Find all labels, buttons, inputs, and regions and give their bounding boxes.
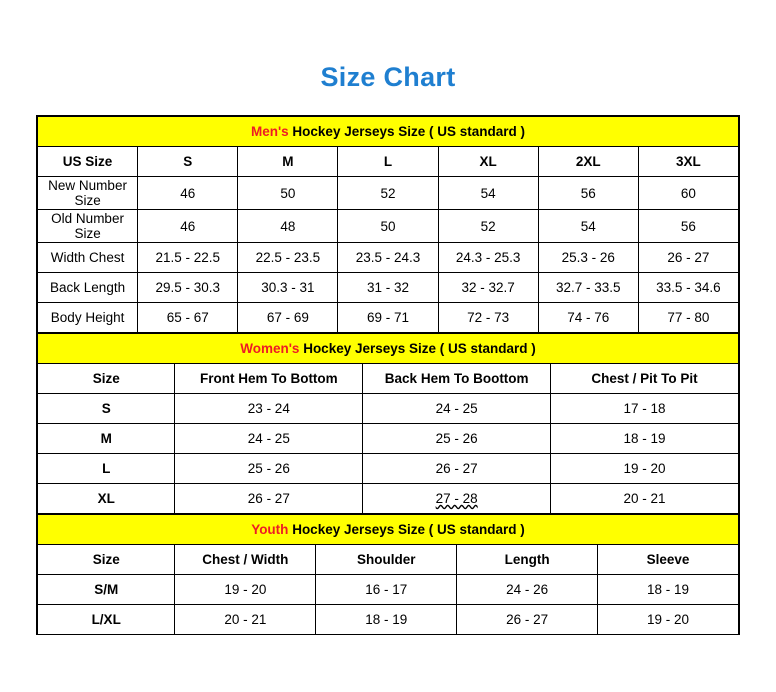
table-row [38,243,739,273]
table-section-header-row [38,334,739,364]
womens-row-0-cell-1: 24 - 25 [363,394,551,424]
mens-row-3-label: Back Length [38,273,138,303]
mens-row-4-cell-0: 65 - 67 [138,303,238,333]
mens-row-0-cell-0: 46 [138,177,238,210]
mens-row-0-cell-5: 60 [638,177,738,210]
mens-row-3-cell-4: 32.7 - 33.5 [538,273,638,303]
mens-row-4-cell-3: 72 - 73 [438,303,538,333]
youth-header-rest: Hockey Jerseys Size ( US standard ) [288,522,525,537]
womens-row-3-cell-1: 27 - 28 [363,484,551,514]
youth-row-0-cell-0: 19 - 20 [175,575,316,605]
youth-header-accent: Youth [251,522,289,537]
mens-row-2-label: Width Chest [38,243,138,273]
womens-row-1-cell-2: 18 - 19 [551,424,739,454]
table-row [38,273,739,303]
womens-row-1-label: M [38,424,175,454]
table-row [38,177,739,210]
youth-row-1-cell-0: 20 - 21 [175,605,316,635]
womens-row-3-label: XL [38,484,175,514]
youth-section-header [38,515,739,545]
youth-size-table [37,514,739,635]
mens-row-0-cell-1: 50 [238,177,338,210]
youth-row-0-cell-2: 24 - 26 [457,575,598,605]
womens-col-3: Chest / Pit To Pit [551,364,739,394]
mens-row-1-cell-4: 54 [538,210,638,243]
womens-size-table [37,333,739,514]
womens-row-2-cell-0: 25 - 26 [175,454,363,484]
mens-header-rest: Hockey Jerseys Size ( US standard ) [288,124,526,139]
mens-row-1-cell-1: 48 [238,210,338,243]
mens-row-2-cell-3: 24.3 - 25.3 [438,243,538,273]
table-section-header-row [38,117,739,147]
mens-col-4: XL [438,147,538,177]
mens-col-3: L [338,147,438,177]
womens-col-1: Front Hem To Bottom [175,364,363,394]
womens-row-0-cell-2: 17 - 18 [551,394,739,424]
table-row [38,605,739,635]
mens-row-1-cell-0: 46 [138,210,238,243]
mens-col-0: US Size [38,147,138,177]
youth-row-0-cell-1: 16 - 17 [316,575,457,605]
mens-row-4-cell-1: 67 - 69 [238,303,338,333]
youth-row-1-cell-1: 18 - 19 [316,605,457,635]
mens-row-0-label: New Number Size [38,177,138,210]
mens-col-1: S [138,147,238,177]
table-row [38,424,739,454]
womens-row-1-cell-1: 25 - 26 [363,424,551,454]
mens-section-header [38,117,739,147]
womens-col-2: Back Hem To Boottom [363,364,551,394]
mens-row-4-cell-2: 69 - 71 [338,303,438,333]
womens-row-3-cell-0: 26 - 27 [175,484,363,514]
womens-row-0-label: S [38,394,175,424]
mens-col-2: M [238,147,338,177]
mens-header-accent: Men's [250,124,289,139]
mens-row-0-cell-2: 52 [338,177,438,210]
youth-row-1-cell-3: 19 - 20 [598,605,739,635]
womens-header-rest: Hockey Jerseys Size ( US standard ) [299,341,536,356]
table-header-row [38,147,739,177]
mens-row-3-cell-0: 29.5 - 30.3 [138,273,238,303]
mens-row-1-cell-3: 52 [438,210,538,243]
mens-row-3-cell-1: 30.3 - 31 [238,273,338,303]
mens-row-3-cell-3: 32 - 32.7 [438,273,538,303]
youth-col-3: Length [457,545,598,575]
mens-row-2-cell-2: 23.5 - 24.3 [338,243,438,273]
table-section-header-row [38,515,739,545]
youth-row-0-label: S/M [38,575,175,605]
mens-row-1-label: Old Number Size [38,210,138,243]
size-chart-tables [36,115,740,635]
mens-row-3-cell-5: 33.5 - 34.6 [638,273,738,303]
womens-row-2-label: L [38,454,175,484]
youth-col-2: Shoulder [316,545,457,575]
mens-col-5: 2XL [538,147,638,177]
mens-size-table [37,116,739,333]
table-row [38,484,739,514]
table-header-row [38,545,739,575]
mens-row-4-label: Body Height [38,303,138,333]
mens-row-4-cell-4: 74 - 76 [538,303,638,333]
mens-row-0-cell-4: 56 [538,177,638,210]
table-row [38,575,739,605]
youth-col-1: Chest / Width [175,545,316,575]
mens-col-6: 3XL [638,147,738,177]
mens-row-0-cell-3: 54 [438,177,538,210]
table-row [38,454,739,484]
table-header-row [38,364,739,394]
womens-row-0-cell-0: 23 - 24 [175,394,363,424]
womens-row-1-cell-0: 24 - 25 [175,424,363,454]
mens-row-1-cell-2: 50 [338,210,438,243]
table-row [38,303,739,333]
womens-row-2-cell-2: 19 - 20 [551,454,739,484]
page-title: Size Chart [320,62,456,92]
youth-row-0-cell-3: 18 - 19 [598,575,739,605]
womens-col-0: Size [38,364,175,394]
mens-row-3-cell-2: 31 - 32 [338,273,438,303]
mens-row-4-cell-5: 77 - 80 [638,303,738,333]
mens-row-2-cell-5: 26 - 27 [638,243,738,273]
youth-row-1-cell-2: 26 - 27 [457,605,598,635]
youth-row-1-label: L/XL [38,605,175,635]
womens-section-header [38,334,739,364]
mens-row-2-cell-0: 21.5 - 22.5 [138,243,238,273]
mens-row-2-cell-4: 25.3 - 26 [538,243,638,273]
table-row [38,394,739,424]
youth-col-4: Sleeve [598,545,739,575]
womens-header-accent: Women's [240,341,300,356]
womens-row-2-cell-1: 26 - 27 [363,454,551,484]
mens-row-1-cell-5: 56 [638,210,738,243]
womens-row-3-cell-2: 20 - 21 [551,484,739,514]
table-row [38,210,739,243]
mens-row-2-cell-1: 22.5 - 23.5 [238,243,338,273]
youth-col-0: Size [38,545,175,575]
